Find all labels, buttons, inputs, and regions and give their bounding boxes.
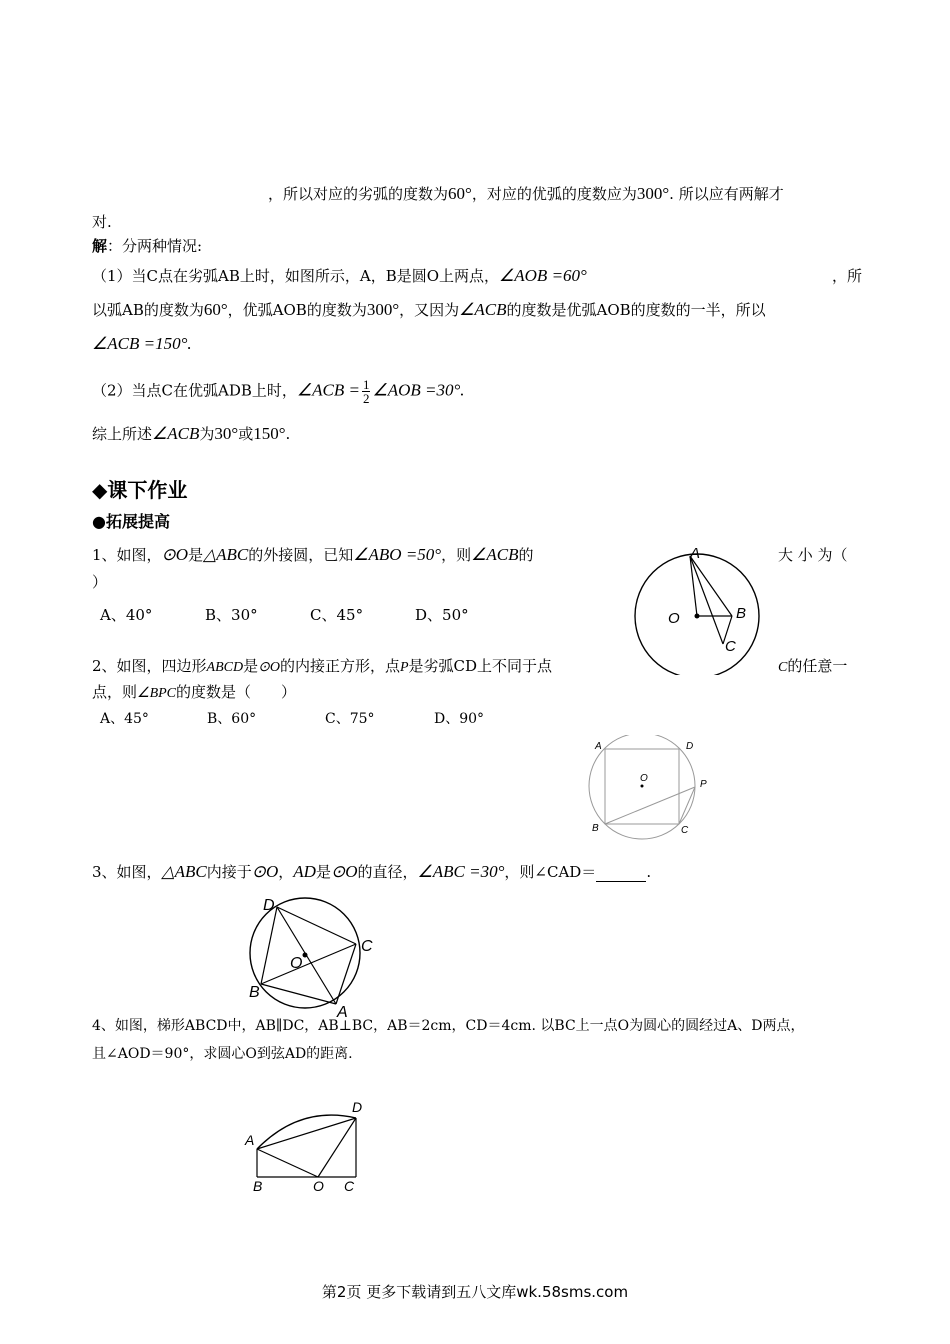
case1-line-2: 以弧AB的度数为60°，优弧AOB的度数为300°，又因为∠ACB的度数是优弧AOB的度数的一半，所以	[92, 300, 766, 319]
q3-label-d: D	[263, 897, 275, 914]
section-title: ◆课下作业	[92, 478, 188, 502]
case1-result: ∠ACB =150°.	[92, 334, 192, 353]
q2-label-b: B	[592, 823, 599, 834]
solution-label: 解	[92, 237, 108, 255]
one-half-fraction: $\frac{1}{2}$	[362, 377, 370, 406]
q2-option-b: B、60°	[207, 711, 257, 727]
angle-aob: ∠AOB =60°	[499, 266, 587, 285]
q2-option-d: D、90°	[434, 711, 485, 727]
q4-label-b: B	[253, 1178, 263, 1194]
q3-label-c: C	[361, 938, 373, 955]
q2-line-1-right: C的任意一	[778, 657, 848, 675]
q3-figure	[245, 890, 385, 1020]
deg300-value: 300°	[636, 184, 670, 203]
page-footer: 第2页 更多下载请到五八文库wk.58sms.com	[321, 1283, 629, 1301]
q1-option-a: A、40°	[100, 606, 153, 624]
deg60-value: 60°	[448, 184, 472, 203]
case1-line-1: （1）当C点在劣弧AB上时，如图所示，A，B是圆O上两点，∠AOB =60° ，所	[92, 266, 862, 285]
q1-label-b: B	[736, 605, 747, 622]
q4-figure	[240, 1095, 380, 1200]
q2-figure	[585, 735, 715, 840]
q1-figure	[630, 540, 780, 675]
q2-line-2: 点，则∠BPC的度数是（ ）	[92, 683, 297, 701]
q4-label-c: C	[344, 1178, 355, 1194]
q1-option-c: C、45°	[310, 606, 364, 624]
case2-line: （2）当点C在优弧ADB上时，∠ACB = $\frac{1}{2}$ ∠AOB =30°.	[92, 377, 465, 406]
q1-line-1-right: 大 小 为（	[778, 546, 848, 564]
q2-label-d: D	[686, 741, 694, 752]
q3-answer-blank	[596, 867, 646, 882]
summary-line: 综上所述∠ACB为30°或150°.	[92, 424, 291, 443]
q4-line-2: 且∠AOD＝90°，求圆心O到弦AD的距离.	[92, 1046, 353, 1062]
q4-line-1: 4、如图，梯形ABCD中，AB∥DC，AB⊥BC，AB＝2cm，CD＝4cm. 以BC上一点O为圆心的圆经过A、D两点，	[92, 1018, 805, 1034]
q2-option-a: A、45°	[100, 711, 149, 727]
q1-line-2: ）	[92, 573, 108, 591]
q1-label-a: A	[690, 545, 701, 562]
q3-line-1: 3、如图，△ABC内接于⊙O，AD是⊙O的直径，∠ABC =30°，则∠CAD＝ .	[92, 862, 652, 881]
q1-label-c: C	[725, 638, 736, 655]
q2-label-c: C	[681, 825, 689, 836]
q3-label-b: B	[249, 984, 260, 1001]
q3-label-o: O	[290, 955, 303, 972]
q4-label-d: D	[352, 1099, 363, 1115]
intro-line-2: 对.	[92, 213, 112, 231]
intro-line-1: ，所以对应的劣弧的度数为60°，对应的优弧的度数应为300°. 所以应有两解才	[268, 184, 784, 203]
q4-label-o: O	[313, 1178, 324, 1194]
q2-label-p: P	[700, 779, 707, 790]
q2-label-a: A	[595, 741, 602, 752]
q1-line-1: 1、如图，⊙O是△ABC的外接圆，已知∠ABO =50°，则∠ACB的	[92, 545, 534, 564]
solution-header: 解：分两种情况:	[92, 237, 203, 255]
q1-option-b: B、30°	[205, 606, 258, 624]
section-subtitle: ●拓展提高	[92, 512, 170, 531]
q1-option-d: D、50°	[415, 606, 469, 624]
q3-label-a: A	[337, 1004, 348, 1020]
q2-line-1: 2、如图，四边形ABCD是⊙O的内接正方形，点P是劣弧CD上不同于点	[92, 657, 553, 675]
q4-label-a: A	[245, 1132, 255, 1148]
q2-option-c: C、75°	[325, 711, 375, 727]
q1-label-o: O	[668, 610, 680, 627]
q2-label-o: O	[640, 773, 648, 784]
